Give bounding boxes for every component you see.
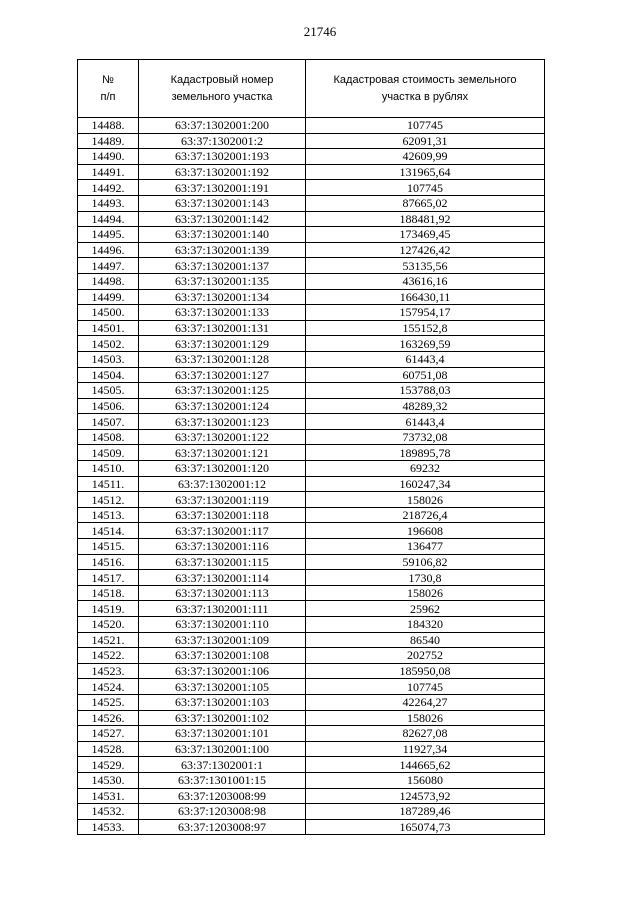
row-number-cell: 14488. <box>78 118 139 134</box>
cadastral-number-cell: 63:37:1302001:193 <box>139 149 306 165</box>
row-number-cell: 14492. <box>78 180 139 196</box>
row-number-cell: 14509. <box>78 445 139 461</box>
cadastral-value-cell: 48289,32 <box>306 398 545 414</box>
row-number-cell: 14493. <box>78 195 139 211</box>
table-row <box>78 258 545 274</box>
cadastral-number-cell: 63:37:1302001:111 <box>139 601 306 617</box>
cadastral-number-cell: 63:37:1302001:192 <box>139 164 306 180</box>
cadastral-number-cell: 63:37:1302001:125 <box>139 383 306 399</box>
cadastral-value-cell: 189895,78 <box>306 445 545 461</box>
row-number-cell: 14503. <box>78 351 139 367</box>
table-row <box>78 227 545 243</box>
cadastral-value-cell: 157954,17 <box>306 305 545 321</box>
table-row <box>78 694 545 710</box>
table-row <box>78 476 545 492</box>
cadastral-value-cell: 188481,92 <box>306 211 545 227</box>
table-row <box>78 679 545 695</box>
cadastral-number-cell: 63:37:1302001:142 <box>139 211 306 227</box>
cadastral-value-cell: 185950,08 <box>306 663 545 679</box>
cadastral-number-cell: 63:37:1302001:139 <box>139 242 306 258</box>
cadastral-value-cell: 43616,16 <box>306 273 545 289</box>
table-row <box>78 585 545 601</box>
cadastral-number-cell: 63:37:1302001:123 <box>139 414 306 430</box>
row-number-cell: 14532. <box>78 804 139 820</box>
row-number-cell: 14501. <box>78 320 139 336</box>
table-row <box>78 539 545 555</box>
cadastral-value-cell: 184320 <box>306 617 545 633</box>
table-row <box>78 180 545 196</box>
row-number-cell: 14495. <box>78 227 139 243</box>
cadastral-number-cell: 63:37:1302001:106 <box>139 663 306 679</box>
row-number-cell: 14512. <box>78 492 139 508</box>
cadastral-number-cell: 63:37:1302001:103 <box>139 694 306 710</box>
row-number-cell: 14496. <box>78 242 139 258</box>
cadastral-number-cell: 63:37:1302001:122 <box>139 429 306 445</box>
row-number-cell: 14529. <box>78 757 139 773</box>
table-row <box>78 242 545 258</box>
row-number-cell: 14489. <box>78 133 139 149</box>
cadastral-number-cell: 63:37:1302001:109 <box>139 632 306 648</box>
cadastral-value-cell: 160247,34 <box>306 476 545 492</box>
table-row <box>78 289 545 305</box>
table-row <box>78 149 545 165</box>
row-number-cell: 14517. <box>78 570 139 586</box>
cadastral-value-cell: 82627,08 <box>306 726 545 742</box>
cadastral-number-cell: 63:37:1302001:134 <box>139 289 306 305</box>
page-number: 21746 <box>303 24 337 39</box>
cadastral-value-cell: 73732,08 <box>306 429 545 445</box>
row-number-cell: 14527. <box>78 726 139 742</box>
cadastral-number-cell: 63:37:1302001:137 <box>139 258 306 274</box>
table-row <box>78 523 545 539</box>
cadastral-value-cell: 158026 <box>306 585 545 601</box>
cadastral-value-cell: 42264,27 <box>306 694 545 710</box>
cadastral-number-cell: 63:37:1301001:15 <box>139 772 306 788</box>
cadastral-value-cell: 1730,8 <box>306 570 545 586</box>
cadastral-value-cell: 62091,31 <box>306 133 545 149</box>
row-number-cell: 14533. <box>78 819 139 835</box>
cadastral-value-cell: 187289,46 <box>306 804 545 820</box>
table-row <box>78 710 545 726</box>
table-row <box>78 336 545 352</box>
table-row <box>78 804 545 820</box>
row-number-cell: 14524. <box>78 679 139 695</box>
cadastral-number-cell: 63:37:1302001:118 <box>139 507 306 523</box>
cadastral-number-cell: 63:37:1203008:97 <box>139 819 306 835</box>
cadastral-number-cell: 63:37:1302001:200 <box>139 118 306 134</box>
cadastral-number-cell: 63:37:1302001:117 <box>139 523 306 539</box>
cadastral-number-cell: 63:37:1302001:129 <box>139 336 306 352</box>
table-row <box>78 632 545 648</box>
cadastral-number-cell: 63:37:1302001:101 <box>139 726 306 742</box>
table-header <box>78 60 545 118</box>
header-cadastral-number: Кадастровый номер земельного участка <box>139 60 306 118</box>
row-number-cell: 14520. <box>78 617 139 633</box>
row-number-cell: 14498. <box>78 273 139 289</box>
cadastral-number-cell: 63:37:1302001:143 <box>139 195 306 211</box>
cadastral-number-cell: 63:37:1302001:135 <box>139 273 306 289</box>
row-number-cell: 14491. <box>78 164 139 180</box>
row-number-cell: 14511. <box>78 476 139 492</box>
table-row <box>78 819 545 835</box>
table-row <box>78 273 545 289</box>
header-row-number: № п/п <box>78 60 139 118</box>
cadastral-number-cell: 63:37:1203008:99 <box>139 788 306 804</box>
cadastral-value-cell: 173469,45 <box>306 227 545 243</box>
table-row <box>78 554 545 570</box>
header-row <box>78 60 545 118</box>
cadastral-value-cell: 11927,34 <box>306 741 545 757</box>
row-number-cell: 14519. <box>78 601 139 617</box>
cadastral-number-cell: 63:37:1302001:108 <box>139 648 306 664</box>
cadastral-value-cell: 144665,62 <box>306 757 545 773</box>
cadastral-value-cell: 166430,11 <box>306 289 545 305</box>
cadastral-number-cell: 63:37:1302001:120 <box>139 461 306 477</box>
row-number-cell: 14528. <box>78 741 139 757</box>
table-row <box>78 305 545 321</box>
table-row <box>78 445 545 461</box>
table-row <box>78 617 545 633</box>
table-row <box>78 164 545 180</box>
cadastral-number-cell: 63:37:1302001:115 <box>139 554 306 570</box>
row-number-cell: 14516. <box>78 554 139 570</box>
cadastral-number-cell: 63:37:1302001:102 <box>139 710 306 726</box>
cadastral-value-cell: 202752 <box>306 648 545 664</box>
cadastral-value-cell: 218726,4 <box>306 507 545 523</box>
cadastral-value-cell: 153788,03 <box>306 383 545 399</box>
table-row <box>78 211 545 227</box>
table-row <box>78 429 545 445</box>
table-row <box>78 726 545 742</box>
row-number-cell: 14490. <box>78 149 139 165</box>
cadastral-number-cell: 63:37:1302001:2 <box>139 133 306 149</box>
cadastral-value-cell: 61443,4 <box>306 351 545 367</box>
cadastral-number-cell: 63:37:1302001:140 <box>139 227 306 243</box>
table-row <box>78 570 545 586</box>
row-number-cell: 14526. <box>78 710 139 726</box>
table-row <box>78 788 545 804</box>
cadastral-value-cell: 131965,64 <box>306 164 545 180</box>
cadastral-value-cell: 42609,99 <box>306 149 545 165</box>
cadastral-number-cell: 63:37:1302001:105 <box>139 679 306 695</box>
cadastral-value-cell: 59106,82 <box>306 554 545 570</box>
table-row <box>78 507 545 523</box>
cadastral-number-cell: 63:37:1302001:133 <box>139 305 306 321</box>
table-row <box>78 601 545 617</box>
row-number-cell: 14521. <box>78 632 139 648</box>
row-number-cell: 14522. <box>78 648 139 664</box>
cadastral-value-cell: 107745 <box>306 180 545 196</box>
row-number-cell: 14500. <box>78 305 139 321</box>
table-row <box>78 195 545 211</box>
cadastral-number-cell: 63:37:1302001:116 <box>139 539 306 555</box>
cadastral-number-cell: 63:37:1302001:113 <box>139 585 306 601</box>
row-number-cell: 14518. <box>78 585 139 601</box>
row-number-cell: 14525. <box>78 694 139 710</box>
table-row <box>78 367 545 383</box>
table-row <box>78 492 545 508</box>
cadastral-value-cell: 60751,08 <box>306 367 545 383</box>
cadastral-value-cell: 25962 <box>306 601 545 617</box>
table-row <box>78 118 545 134</box>
table-row <box>78 741 545 757</box>
cadastral-number-cell: 63:37:1302001:124 <box>139 398 306 414</box>
row-number-cell: 14507. <box>78 414 139 430</box>
cadastral-number-cell: 63:37:1302001:100 <box>139 741 306 757</box>
cadastral-number-cell: 63:37:1302001:121 <box>139 445 306 461</box>
cadastral-value-cell: 165074,73 <box>306 819 545 835</box>
cadastral-value-table <box>77 59 545 835</box>
cadastral-value-cell: 158026 <box>306 492 545 508</box>
cadastral-value-cell: 196608 <box>306 523 545 539</box>
table-row <box>78 663 545 679</box>
row-number-cell: 14494. <box>78 211 139 227</box>
row-number-cell: 14502. <box>78 336 139 352</box>
cadastral-number-cell: 63:37:1203008:98 <box>139 804 306 820</box>
cadastral-value-cell: 158026 <box>306 710 545 726</box>
row-number-cell: 14531. <box>78 788 139 804</box>
cadastral-number-cell: 63:37:1302001:110 <box>139 617 306 633</box>
row-number-cell: 14508. <box>78 429 139 445</box>
row-number-cell: 14505. <box>78 383 139 399</box>
row-number-cell: 14514. <box>78 523 139 539</box>
cadastral-value-cell: 107745 <box>306 679 545 695</box>
table-body <box>78 118 545 835</box>
cadastral-number-cell: 63:37:1302001:127 <box>139 367 306 383</box>
table-row <box>78 383 545 399</box>
row-number-cell: 14515. <box>78 539 139 555</box>
row-number-cell: 14506. <box>78 398 139 414</box>
cadastral-value-cell: 86540 <box>306 632 545 648</box>
table-row <box>78 398 545 414</box>
cadastral-value-cell: 107745 <box>306 118 545 134</box>
cadastral-number-cell: 63:37:1302001:128 <box>139 351 306 367</box>
cadastral-value-cell: 163269,59 <box>306 336 545 352</box>
cadastral-value-cell: 87665,02 <box>306 195 545 211</box>
cadastral-number-cell: 63:37:1302001:12 <box>139 476 306 492</box>
table-row <box>78 648 545 664</box>
cadastral-value-cell: 127426,42 <box>306 242 545 258</box>
cadastral-value-cell: 124573,92 <box>306 788 545 804</box>
row-number-cell: 14523. <box>78 663 139 679</box>
table-row <box>78 320 545 336</box>
table-row <box>78 461 545 477</box>
cadastral-number-cell: 63:37:1302001:191 <box>139 180 306 196</box>
cadastral-value-cell: 69232 <box>306 461 545 477</box>
row-number-cell: 14497. <box>78 258 139 274</box>
cadastral-number-cell: 63:37:1302001:114 <box>139 570 306 586</box>
cadastral-value-cell: 155152,8 <box>306 320 545 336</box>
table-row <box>78 414 545 430</box>
table-row <box>78 351 545 367</box>
table-row <box>78 133 545 149</box>
row-number-cell: 14530. <box>78 772 139 788</box>
table-row <box>78 757 545 773</box>
row-number-cell: 14499. <box>78 289 139 305</box>
cadastral-number-cell: 63:37:1302001:131 <box>139 320 306 336</box>
cadastral-number-cell: 63:37:1302001:1 <box>139 757 306 773</box>
row-number-cell: 14513. <box>78 507 139 523</box>
cadastral-number-cell: 63:37:1302001:119 <box>139 492 306 508</box>
row-number-cell: 14510. <box>78 461 139 477</box>
row-number-cell: 14504. <box>78 367 139 383</box>
header-cadastral-value: Кадастровая стоимость земельного участка в рублях <box>306 60 545 118</box>
cadastral-value-cell: 136477 <box>306 539 545 555</box>
table-row <box>78 772 545 788</box>
cadastral-value-cell: 156080 <box>306 772 545 788</box>
cadastral-value-cell: 53135,56 <box>306 258 545 274</box>
cadastral-value-cell: 61443,4 <box>306 414 545 430</box>
